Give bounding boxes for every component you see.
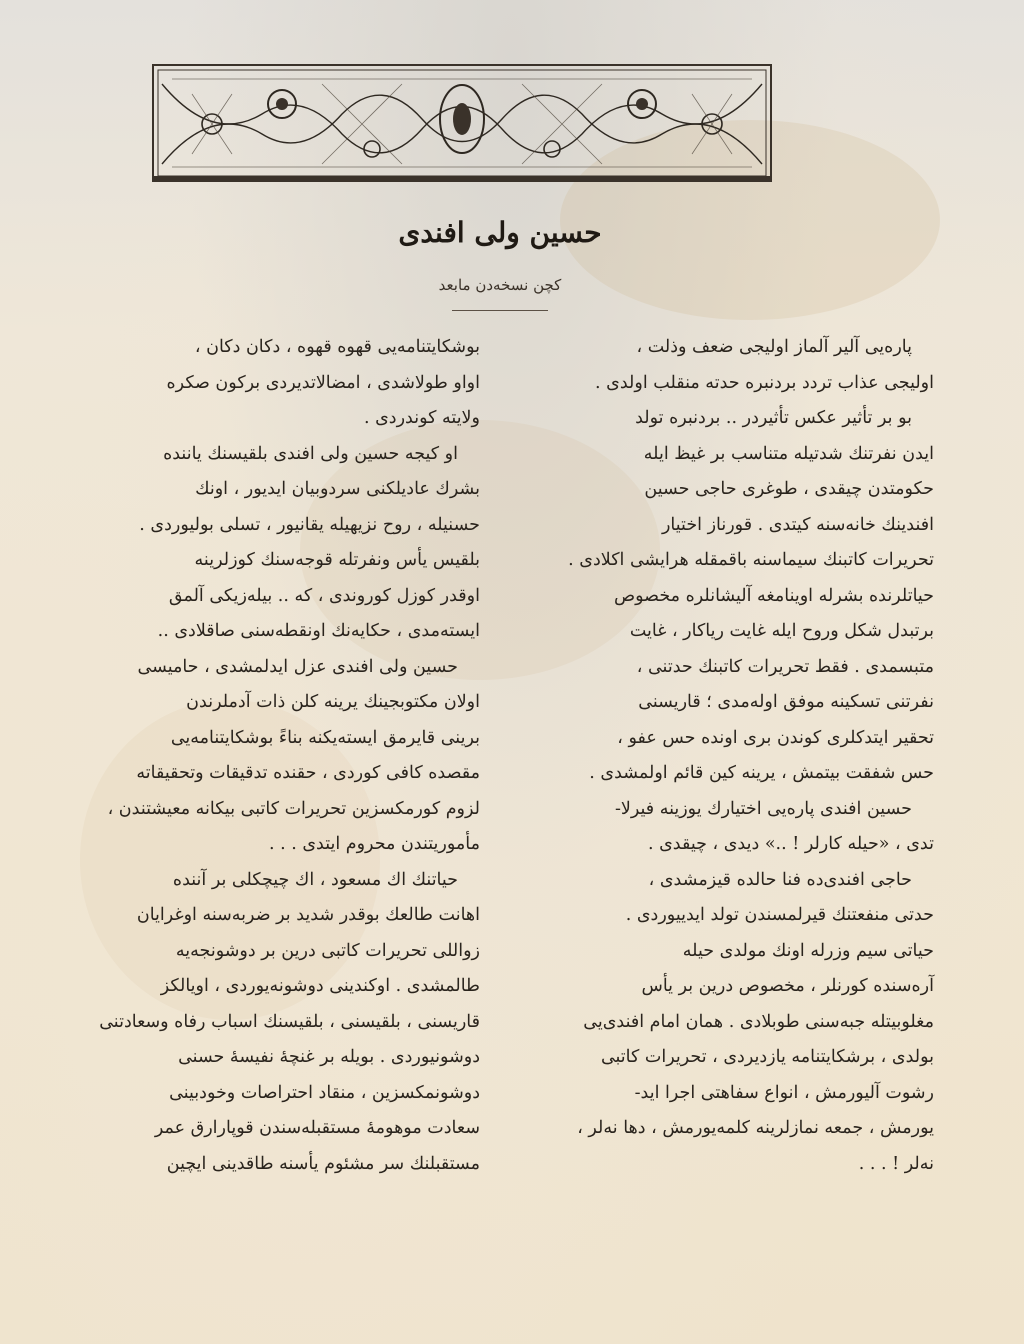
text-line: پاره‌یی آلیر آلماز اولیجی ضعف وذلت ،	[636, 337, 912, 357]
text-line: ایدن نفرتنك شدتیله متناسب بر غیظ ایله	[643, 443, 934, 464]
text-line: حس شفقت بیتمش ، یرینه کین قائم اولمشدی .	[589, 763, 934, 783]
text-line: بوشکایتنامه‌یی قهوه قهوه ، دکان دکان ،	[194, 337, 480, 357]
text-line: حیاتلرنده بشرله اوینامغه آلیشانلره مخصوص	[613, 585, 934, 606]
text-line: مغلوبیتله جبه‌سنی طوبلادی . همان امام افندی‌یی	[583, 1011, 934, 1032]
text-line: مقصده کافی کوردی ، حقنده تدقیقات وتحقیقاته	[136, 763, 480, 783]
text-line: ایسته‌مدی ، حکایه‌نك اونقطه‌سنی صاقلادی ..	[157, 621, 480, 641]
text-line: اهانت طالعك بوقدر شدید بر ضربه‌سنه اوغرایان	[136, 905, 480, 925]
text-line: برتبدل شکل وروح ایله غایت ریاکار ، غایت	[629, 621, 934, 641]
text-line: لزوم کورمکسزین تحریرات کاتبی بیکانه معیشتندن ،	[107, 798, 480, 819]
text-line: رشوت آلیورمش ، انواع سفاهتی اجرا اید-	[634, 1082, 934, 1103]
text-line: قاریسنی ، بلقیسنی ، بلقیسنك اسباب رفاه وسعادتنی	[99, 1011, 480, 1032]
text-line: اوقدر کوزل کوروندی ، که .. بیله‌زیکی آلمق	[168, 585, 480, 606]
text-line: تدی ، «حیله کارلر ! ..» دیدی ، چیقدی .	[647, 834, 934, 854]
text-line: تحریرات کاتبنك سیماسنه باقمقله هرایشی اکلادی .	[568, 550, 934, 570]
subtitle-rule	[452, 310, 548, 311]
text-line: بولدی ، برشکایتنامه یازدیردی ، تحریرات کاتبی	[600, 1047, 934, 1067]
text-column-left	[50, 330, 480, 1330]
page-title: حسين ولى افندى	[398, 216, 602, 249]
text-line: حکومتدن چیقدی ، طوغری حاجی حسین	[644, 479, 934, 499]
text-line: مستقبلنك سر مشئوم یأسنه طاقدینی ایچین	[166, 1153, 480, 1174]
text-line: بو بر تأثیر عکس تأثیردر .. بردنبره تولد	[635, 408, 912, 428]
text-line: اولان مکتوبجینك یرینه کلن ذات آدملرندن	[186, 692, 480, 712]
text-line: برینی قایرمق ایسته‌یکنه بناءً بوشکایتنامه‌یی	[170, 727, 480, 748]
text-line: او کیجه حسین ولی افندی بلقیسنك یاننده	[163, 443, 458, 464]
text-line: مأموریتندن محروم ایتدی . . .	[268, 834, 480, 854]
text-line: سعادت موهومهٔ مستقبله‌سندن قوپارارق عمر	[154, 1118, 480, 1138]
text-line: حدتی منفعتنك قیرلمسندن تولد ایدییوردی .	[625, 905, 934, 925]
floral-headpiece-ornament-icon	[152, 64, 772, 182]
text-line: طالمشدی . اوکندینی دوشونه‌یوردی ، اویالکز	[160, 976, 480, 996]
text-line: متبسمدی . فقط تحریرات کاتبنك حدتنی ،	[636, 656, 934, 677]
text-line: حاجی افندی‌ده فنا حالده قیزمشدی ،	[648, 869, 912, 890]
text-line: حیاتنك اك مسعود ، اك چیچکلی بر آننده	[172, 869, 458, 890]
text-line: اولیجی عذاب تردد بردنبره حدته منقلب اولدی .	[595, 372, 934, 393]
text-line: حسنیله ، روح نزیهیله یقانیور ، تسلی بولیوردی .	[139, 514, 480, 535]
text-line: زواللی تحریرات کاتبی درین بر دوشونجه‌یه	[175, 940, 480, 961]
page-subtitle: كچن نسخه‌دن مابعد	[438, 276, 562, 294]
text-line: افندینك خانه‌سنه کیتدی . قورناز اختیار	[661, 514, 934, 535]
text-line: اواو طولاشدی ، امضالاتدیردی برکون صکره	[166, 372, 480, 393]
text-line: حیاتی سیم وزرله اونك مولدی حیله	[682, 940, 934, 961]
text-line: حسین افندی پاره‌یی اختیارك یوزینه فیرلا-	[614, 798, 912, 819]
text-line: دوشونیوردی . بویله بر غنچهٔ نفیسهٔ حسنی	[178, 1047, 480, 1067]
text-line: نه‌لر ! . . .	[858, 1153, 934, 1174]
text-column-right	[504, 330, 934, 1330]
text-line: حسین ولی افندی عزل ایدلمشدی ، حامیسی	[137, 656, 458, 677]
text-line: ولایته کوندردی .	[363, 408, 480, 428]
text-line: آره‌سنده کورنلر ، مخصوص درین بر یأس	[641, 976, 934, 996]
text-line: تحقیر ایتدکلری کوندن بری اونده حس عفو ،	[617, 727, 934, 748]
text-line: یورمش ، جمعه نمازلرینه کلمه‌یورمش ، دها نه‌لر ،	[577, 1118, 934, 1138]
text-line: نفرتنی تسکینه موفق اوله‌مدی ؛ قاریسنی	[638, 692, 934, 712]
text-line: دوشونمکسزین ، منقاد احتراصات وخودبینی	[169, 1082, 480, 1103]
text-line: بلقیس یأس ونفرتله قوجه‌سنك کوزلرینه	[194, 550, 480, 570]
text-line: بشرك عادیلکنی سردوبیان ایدیور ، اونك	[195, 479, 480, 499]
